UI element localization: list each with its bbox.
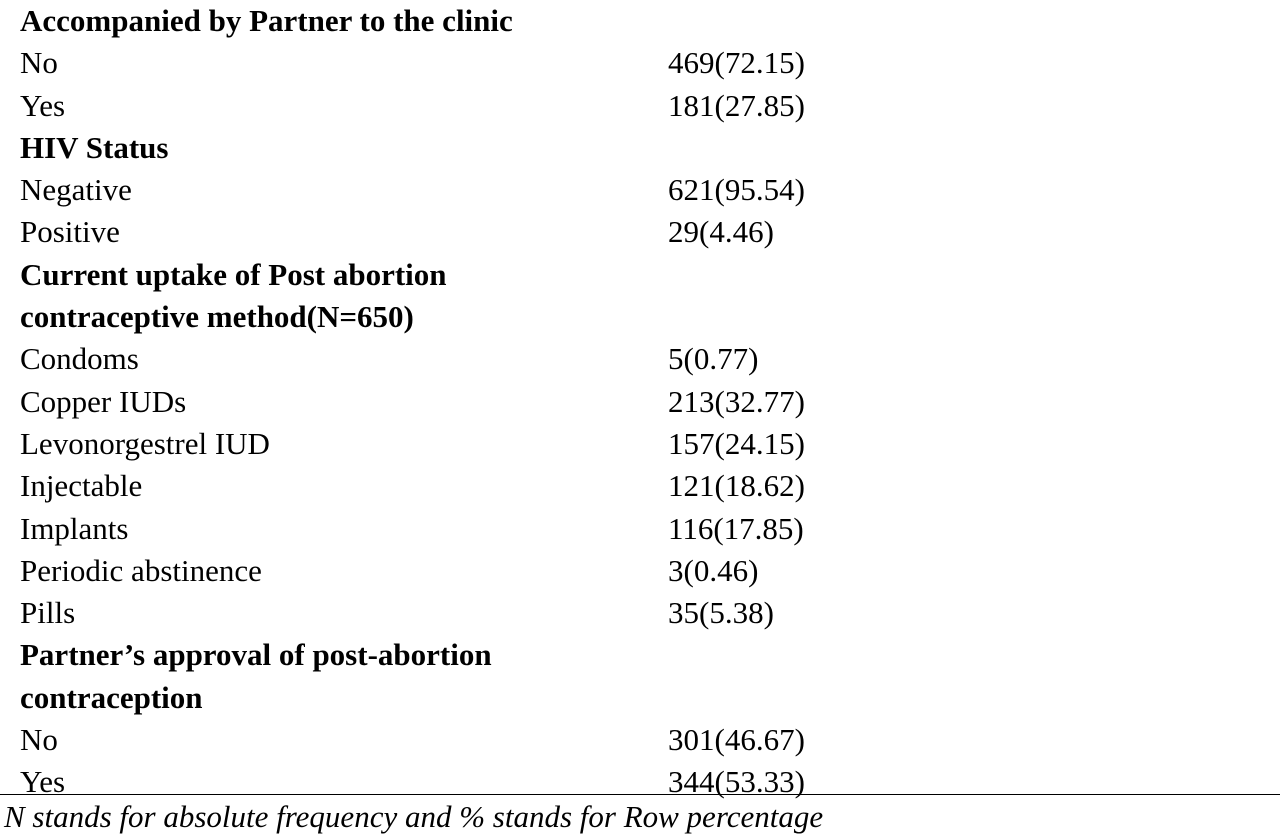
section-heading-partner-approval-cont (0, 677, 1280, 719)
table-row (0, 465, 1280, 507)
row-label: No (20, 45, 58, 81)
row-label: Condoms (20, 341, 139, 377)
row-label: Levonorgestrel IUD (20, 425, 270, 461)
table-row (0, 42, 1280, 84)
table-row (0, 338, 1280, 380)
section-heading-hiv-status (0, 127, 1280, 169)
table-row (0, 508, 1280, 550)
row-value: 213(32.77) (668, 383, 805, 419)
row-value: 29(4.46) (668, 214, 774, 250)
row-value: 116(17.85) (668, 510, 804, 546)
row-label: Positive (20, 214, 120, 250)
row-label: Yes (20, 764, 66, 800)
table-row (0, 592, 1280, 634)
row-label: HIV Status (20, 129, 169, 165)
row-label: contraception (20, 679, 203, 715)
section-heading-partner-approval (0, 634, 1280, 676)
row-label: Partner’s approval of post-abortion (20, 637, 492, 673)
section-heading-contraceptive-uptake (0, 254, 1280, 296)
row-label: Negative (20, 172, 132, 208)
row-value: 301(46.67) (668, 722, 805, 758)
table-row (0, 211, 1280, 253)
table-row (0, 85, 1280, 127)
table-row (0, 169, 1280, 211)
table-row (0, 423, 1280, 465)
row-value: 181(27.85) (668, 87, 805, 123)
table-footnote: N stands for absolute frequency and % stands for Row percentage (4, 799, 824, 834)
table-row (0, 381, 1280, 423)
row-label: Injectable (20, 468, 143, 504)
row-label: Yes (20, 87, 66, 123)
row-label: Accompanied by Partner to the clinic (20, 3, 513, 38)
section-heading-accompanied (0, 0, 1280, 42)
row-value: 157(24.15) (668, 425, 805, 461)
row-value: 3(0.46) (668, 552, 759, 588)
table-bottom-rule (0, 794, 1280, 795)
table-row (0, 550, 1280, 592)
row-label: Implants (20, 510, 129, 546)
row-value: 5(0.77) (668, 341, 759, 377)
row-label: contraceptive method(N=650) (20, 299, 414, 335)
row-value: 344(53.33) (668, 764, 805, 800)
row-value: 35(5.38) (668, 595, 774, 631)
row-label: Pills (20, 595, 76, 631)
row-value: 469(72.15) (668, 45, 805, 81)
row-value: 121(18.62) (668, 468, 805, 504)
section-heading-contraceptive-uptake-cont (0, 296, 1280, 338)
table-row (0, 719, 1280, 761)
row-label: Copper IUDs (20, 383, 187, 419)
row-value: 621(95.54) (668, 172, 805, 208)
row-label: Current uptake of Post abortion (20, 256, 447, 292)
row-label: No (20, 722, 58, 758)
row-label: Periodic abstinence (20, 552, 262, 588)
